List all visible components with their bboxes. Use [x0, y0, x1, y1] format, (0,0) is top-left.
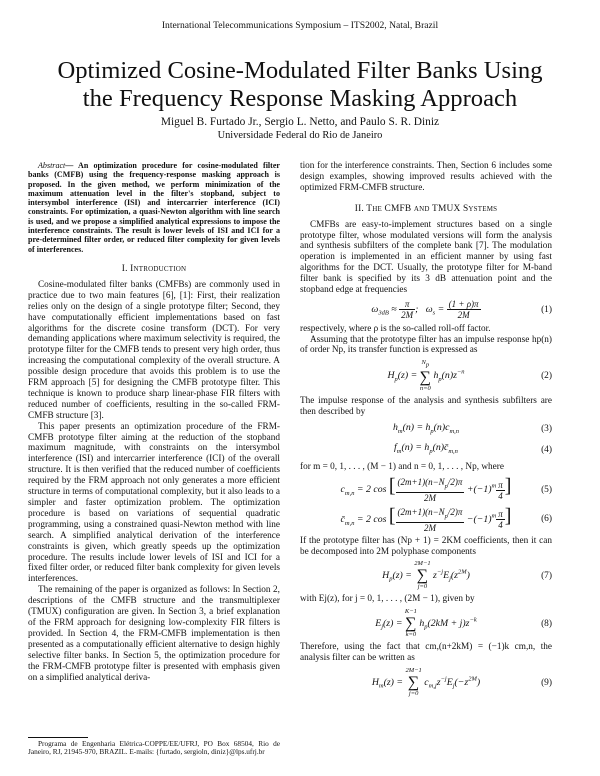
section-2-heading: II. The CMFB and TMUX Systems	[354, 203, 498, 214]
left-column	[28, 161, 280, 683]
running-header: International Telecommunications Symposium – ITS2002, Natal, Brazil	[161, 20, 439, 31]
sec2-paragraph-1: CMFBs are easy-to-implement structures based on a single prototype filter, whose modulated versions will form the analysis and synthesis subfilters of the complete bank [7]. The modulation operation is implemented in an efficient manner by using fast algorithms for the DCT. Usually, the prototype filter for M-band filter bank is specified by its 3 dB attenuation point and the stopband edge at frequencies	[300, 219, 552, 296]
section-1-heading: I. Introduction	[121, 263, 187, 274]
eq-number-4: (4)	[541, 445, 552, 456]
after-eq1-text: respectively, where ρ is the so-called roll-off factor.	[300, 323, 491, 334]
title-line-1: Optimized Cosine-Modulated Filter Banks Using	[57, 57, 543, 84]
right-column	[300, 161, 552, 701]
intro-paragraph-1: Cosine-modulated filter banks (CMFBs) are commonly used in practice due to two main features [6], [1]: First, their realization relies only on the design of a single prototype filter; Second, they have computationally efficient implementations based on fast algorithms for the discrete cosine transform (DCT). For very demanding applications where maximum selectivity is required, the prototype filter for the CMFB tends to present very high order, thus increasing the computational complexity of the overall structure. A possible design procedure that avoids this problem is to use the FRM approach [5] for designing the CMFB prototype filter. This technique is known to produce sharp linear-phase FIR filters with reduced number of coefficients, resulting in the so-called FRM-CMFB structure [3].	[28, 279, 280, 421]
eq-number-6: (6)	[541, 514, 552, 525]
equation-5: $c_{m,n} = 2$ cos [ $\frac{(2m+1)(n-N_p/2)\pi}{2M}$ $+(-1)^m$ $\frac{\pi}{4}$ ] (5)	[340, 475, 552, 503]
affiliation: Universidade Federal do Rio de Janeiro	[217, 130, 383, 141]
after-eq4-text: for m = 0, 1, . . . , (M − 1) and n = 0, 1, . . . , Np, where	[300, 462, 504, 473]
intro-paragraph-2: This paper presents an optimization procedure of the FRM-CMFB prototype filter aiming at the reduction of the stopband maximum magnitude, with constraints on the intersymbol interference (ISI) and intercarrier interference (ICI) of the overall structure. It is then verified that the reduced number of coefficients required by the FRM approach not only generates a more efficient structure in terms of computational complexity, but it also leads to a simpler and faster optimization problem. The optimization procedure is based on variations of sequential quadratic programming, using a constrained quasi-Newton method with line search. A simplified analytical derivation of the interference constraints is given, which greatly speeds up the optimization procedure. The results include lower levels of ISI and ICI for a fixed filter order, or reduced filter bank complexity for given levels interferences.	[28, 421, 280, 585]
right-paragraph-0: tion for the interference constraints. Then, Section 6 includes some design examples, showing improved results achieved with the optimized FRM-CMFB structure.	[300, 161, 552, 193]
abstract-text: — An optimization procedure for cosine-modulated filter banks (CMFB) using the frequency-response masking approach is proposed. In the given method, we perform minimization of the maximum attenuation level in the filter's stopband, subject to intersymbol interference (ISI) and intercarrier interference (ICI) constraints. For optimization, a quasi-Newton algorithm with line search is used, and we propose a simplified analytical expressions to impose the interference constraints. The result is lower levels of ISI and ICI for a pre-determined filter order, or reduced filter complexity for given levels of interferences.	[28, 161, 280, 254]
abstract-label: Abstract	[38, 161, 66, 170]
footnote: Programa de Engenharia Elétrica-COPPE/EE/UFRJ, PO Box 68504, Rio de Janeiro, RJ, 21945-970, BRAZIL. E-mails: {furtado, sergioln, diniz}@lps.ufrj.br	[28, 739, 280, 757]
equation-3: $h_m(n) = h_p(n)c_{m,n}$ (3)	[392, 421, 552, 435]
footnote-rule	[28, 737, 88, 738]
after-eq2-text: The impulse response of the analysis and synthesis subfilters are then described by	[300, 395, 552, 417]
eq-number-8: (8)	[541, 618, 552, 629]
eq-number-1: (1)	[541, 304, 552, 315]
before-eq2-text: Assuming that the prototype filter has an impulse response hp(n) of order Np, its transfer function is expressed as	[300, 334, 552, 356]
eq-number-2: (2)	[541, 371, 552, 382]
intro-paragraph-3: The remaining of the paper is organized as follows: In Section 2, descriptions of the CMFB structure and the transmultiplexer (TMUX) configuration are given. In Section 3, a brief explanation of the FRM approach for designing low-complexity FIR filters is provided. In Section 4, the FRM-CMFB implementation is then presented as a computationally efficient alternative to design highly selective filter banks. In Section 5, the optimization procedure for the FRM-CMFB prototype filter is presented with emphasis given on a simplified analytical deriva-	[28, 585, 280, 683]
equation-4: $f_m(n)$ = $h_p(n)c̄_{m,n}$ (4)	[394, 442, 552, 456]
eq-number-5: (5)	[541, 484, 552, 495]
equation-9: $H_m(z)$ = 2M−1 ∑ j=0 $c_{m,j}z^{-j}E_j(-z^{2M})$ (9)	[371, 667, 552, 698]
paper-title	[20, 57, 580, 112]
equation-2: $H_p(z)$ = $N_p$ ∑ n=0 $h_p(n)z^{-n}$ (2)	[387, 359, 552, 392]
abstract	[28, 161, 280, 254]
equation-8: $E_j(z)$ = K−1 ∑ k=0 $h_p(2kM + j)z^{-k}$ (8)	[375, 608, 552, 639]
eq-number-7: (7)	[541, 570, 552, 581]
authors: Miguel B. Furtado Jr., Sergio L. Netto, and Paulo S. R. Diniz	[160, 116, 440, 128]
after-eq8-text: Therefore, using the fact that cm,(n+2kM) = (−1)k cm,n, the analysis filter can be written as	[300, 642, 552, 664]
after-eq7-text: with Ej(z), for j = 0, 1, . . . , (2M − 1), given by	[300, 594, 475, 605]
equation-6: $c̄_{m,n} = 2$ cos [ $\frac{(2m+1)(n-N_p/2)\pi}{2M}$ $-(-1)^m$ $\frac{\pi}{4}$ ] (6)	[340, 504, 552, 533]
equation-1: $\omega_{3dB}$ ≈ $\frac{\pi}{2M}$ ; $\omega_s$ = $\frac{(1 + \rho)\pi}{2M}$ (1)	[371, 298, 552, 320]
title-line-2: the Frequency Response Masking Approach	[82, 84, 518, 112]
eq-number-3: (3)	[541, 424, 552, 435]
equation-7: $H_p(z)$ = 2M−1 ∑ j=0 $z^{-j}E_j(z^{2M})$ (7)	[382, 560, 552, 591]
eq-number-9: (9)	[541, 677, 552, 688]
after-eq6-text: If the prototype filter has (Np + 1) = 2KM coefficients, then it can be decomposed into 2M polyphase components	[300, 535, 552, 557]
